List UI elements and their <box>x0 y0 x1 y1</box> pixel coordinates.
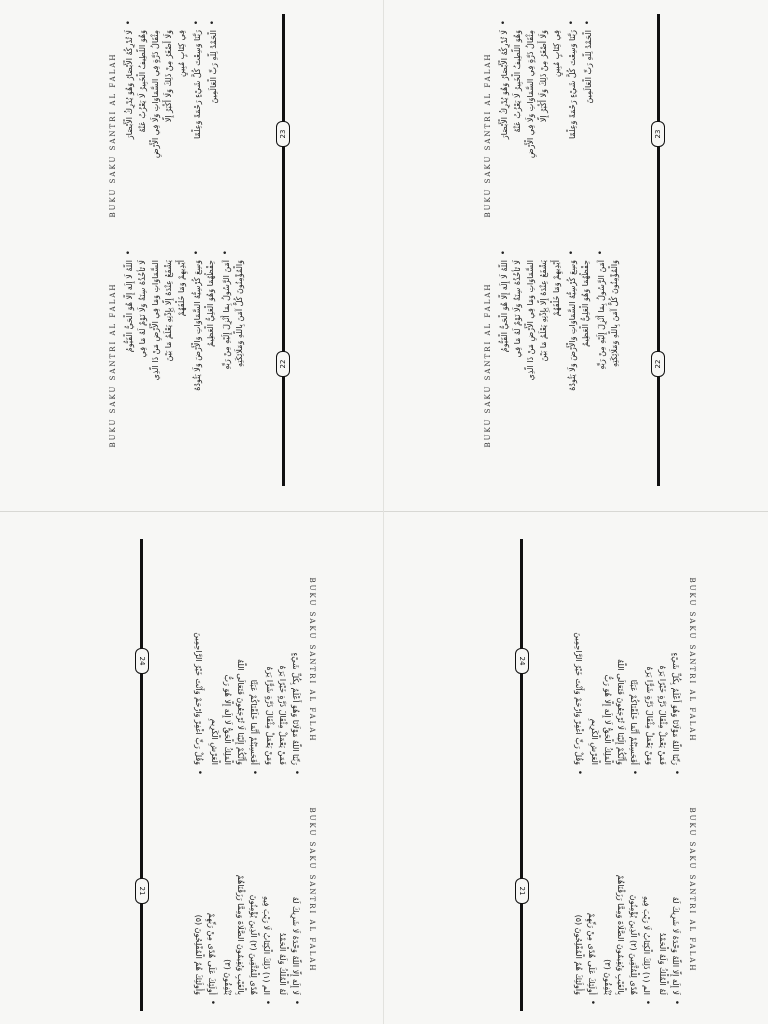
page-panel-23-top-right <box>480 10 670 260</box>
arabic-text-line: فِي كِتَابٍ مُبِينٍ <box>177 30 186 77</box>
arabic-text-line: لَا تَأْخُذُهُ سِنَةٌ وَلَا نَوْمٌ لَهُ مَا فِي <box>513 260 522 358</box>
bullet-item <box>220 250 246 480</box>
bullet-item <box>588 545 640 775</box>
bullet-item <box>566 20 579 250</box>
arabic-text-line: • رَبَّنَا وَسِعْتَ كُلَّ شَيْءٍ رَحْمَةً وَعِلْمًا <box>568 30 577 140</box>
bullet-item <box>192 545 205 775</box>
arabic-text-line: فَمَنْ يَعْمَلْ مِثْقَالَ ذَرَّةٍ خَيْرًا يَرَهُ <box>658 665 667 765</box>
page-body <box>498 20 638 250</box>
arabic-text-line: • لَا إِلَهَ إِلَّا اللَّهُ وَحْدَهُ لَا شَرِيكَ لَهُ <box>291 896 300 995</box>
page-panel-21-bottom-left <box>130 765 320 1015</box>
bullet-item <box>192 775 218 1005</box>
arabic-text-line: • اللَّهُ لَا إِلَهَ إِلَّا هُوَ الْحَيُّ الْقَيُّومُ <box>500 260 509 353</box>
arabic-text-line: وَهُوَ اللَّطِيفُ الْخَبِيرُ لَا يَعْزُبُ عَنْهُ <box>513 30 522 133</box>
bullet-item <box>123 20 188 250</box>
page <box>105 10 295 260</box>
arabic-text-line: لَهُ الْمُلْكُ وَلَهُ الْحَمْدُ <box>658 932 667 995</box>
page-header: BUKU SAKU SANTRI AL FALAH <box>308 807 316 973</box>
page <box>510 535 700 785</box>
arabic-text-line: الْمَلِكُ الْحَقُّ لَا إِلَهَ إِلَّا هُوَ رَبُّ <box>223 674 232 765</box>
arabic-text-line: وَالْمُؤْمِنُونَ كُلٌّ آمَنَ بِاللَّهِ وَمَلَائِكَتِهِ <box>235 260 244 367</box>
arabic-text-line: • اللَّهُ لَا إِلَهَ إِلَّا هُوَ الْحَيُّ الْقَيُّومُ <box>125 260 134 353</box>
bullet-item <box>498 250 563 480</box>
arabic-text-line: • آمَنَ الرَّسُولُ بِمَا أُنْزِلَ إِلَيْهِ مِنْ رَبِّهِ <box>597 260 606 370</box>
arabic-text-line: حِفْظُهُمَا وَهُوَ الْعَلِيُّ الْعَظِيمُ <box>206 260 215 347</box>
arabic-text-line: • رَبِّنَا اللَّهُ مَوْلَانَا وَهُوَ أَعْلَمُ بِكُلِّ شَيْءٍ <box>671 652 680 765</box>
page-body <box>542 775 682 1005</box>
page <box>510 765 700 1015</box>
arabic-text-line: السَّمَاوَاتِ وَمَا فِي الْأَرْضِ مَنْ ذَا الَّذِي <box>151 260 160 381</box>
page <box>130 535 320 785</box>
page-panel-21-bottom-right <box>510 765 700 1015</box>
arabic-text-line: وَالْمُؤْمِنُونَ كُلٌّ آمَنَ بِاللَّهِ وَمَلَائِكَتِهِ <box>610 260 619 367</box>
arabic-text-line: يَشْفَعُ عِنْدَهُ إِلَّا بِإِذْنِهِ يَعْلَمُ مَا بَيْنَ <box>539 260 548 362</box>
arabic-text-line: • أَفَحَسِبْتُمْ أَنَّمَا خَلَقْنَاكُمْ عَبَثًا <box>249 679 258 765</box>
page-panel-22-top-right <box>480 240 670 490</box>
arabic-text-line: فِي كِتَابٍ مُبِينٍ <box>552 30 561 77</box>
page-body <box>123 250 263 480</box>
bullet-item <box>582 20 595 250</box>
arabic-text-line: وَمَنْ يَعْمَلْ مِثْقَالَ ذَرَّةٍ شَرًّا يَرَهُ <box>265 666 274 765</box>
fold-line-horizontal <box>0 511 768 512</box>
page-panel-24-bottom-left <box>130 535 320 785</box>
page-body <box>162 775 302 1005</box>
bullet-item <box>498 20 563 250</box>
arabic-text-line: مِثْقَالُ ذَرَّةٍ فِي السَّمَاوَاتِ وَلَا فِي الْأَرْضِ <box>526 30 535 159</box>
page-number: 21 <box>135 878 149 904</box>
arabic-text-line: أَيْدِيهِمْ وَمَا خَلْفَهُمْ <box>552 260 561 317</box>
page-panel-24-bottom-right <box>510 535 700 785</box>
page-header: BUKU SAKU SANTRI AL FALAH <box>484 282 492 448</box>
page-header: BUKU SAKU SANTRI AL FALAH <box>688 577 696 743</box>
bullet-item <box>207 20 220 250</box>
page-header: BUKU SAKU SANTRI AL FALAH <box>109 52 117 218</box>
page-number: 21 <box>515 878 529 904</box>
bullet-item <box>595 250 621 480</box>
bullet-item <box>221 775 273 1005</box>
page-body <box>498 250 638 480</box>
page <box>480 240 670 490</box>
bullet-item <box>572 775 598 1005</box>
arabic-text-line: وَهُوَ اللَّطِيفُ الْخَبِيرُ لَا يَعْزُبُ عَنْهُ <box>138 30 147 133</box>
arabic-text-line: • أُولَئِكَ عَلَى هُدًى مِنْ رَبِّهِمْ <box>587 912 596 995</box>
arabic-text-line: حِفْظُهُمَا وَهُوَ الْعَلِيُّ الْعَظِيمُ <box>581 260 590 347</box>
arabic-text-line: فَمَنْ يَعْمَلْ مِثْقَالَ ذَرَّةٍ خَيْرًا يَرَهُ <box>278 665 287 765</box>
page-number: 24 <box>515 648 529 674</box>
page-number: 24 <box>135 648 149 674</box>
arabic-text-line: • وَسِعَ كُرْسِيُّهُ السَّمَاوَاتِ وَالْأَرْضَ وَلَا يَئُودُهُ <box>193 260 202 391</box>
page-body <box>162 545 302 775</box>
arabic-text-line: وَلَا أَصْغَرُ مِنْ ذَلِكَ وَلَا أَكْبَرُ إِلَّا <box>164 30 173 123</box>
page-header: BUKU SAKU SANTRI AL FALAH <box>109 282 117 448</box>
arabic-text-line: أَيْدِيهِمْ وَمَا خَلْفَهُمْ <box>177 260 186 317</box>
arabic-text-line: يُنْفِقُونَ (٣) <box>603 959 612 995</box>
bullet-item <box>656 775 682 1005</box>
arabic-text-line: • أُولَئِكَ عَلَى هُدًى مِنْ رَبِّهِمْ <box>207 912 216 995</box>
arabic-text-line: مِثْقَالُ ذَرَّةٍ فِي السَّمَاوَاتِ وَلَا فِي الْأَرْضِ <box>151 30 160 159</box>
page-panel-23-top-left <box>105 10 295 260</box>
arabic-text-line: هُدًى لِلْمُتَّقِينَ (٢) الَّذِينَ يُؤْمِنُونَ <box>629 894 638 995</box>
arabic-text-line: لَهُ الْمُلْكُ وَلَهُ الْحَمْدُ <box>278 932 287 995</box>
bullet-item <box>572 545 585 775</box>
bullet-item <box>566 250 592 480</box>
page <box>105 240 295 490</box>
page-number: 23 <box>276 121 290 147</box>
page-panel-22-top-left <box>105 240 295 490</box>
arabic-text-line: • لَا تُدْرِكُهُ الْأَبْصَارُ وَهُوَ يُدْرِكُ الْأَبْصَارَ <box>125 30 134 140</box>
bullet-item <box>191 20 204 250</box>
arabic-text-line: • رَبِّنَا اللَّهُ مَوْلَانَا وَهُوَ أَعْلَمُ بِكُلِّ شَيْءٍ <box>291 652 300 765</box>
bullet-item <box>263 545 302 775</box>
arabic-text-line: • لَا إِلَهَ إِلَّا اللَّهُ وَحْدَهُ لَا شَرِيكَ لَهُ <box>671 896 680 995</box>
arabic-text-line: • الم (١) ذَلِكَ الْكِتَابُ لَا رَيْبَ فِيهِ <box>262 895 271 995</box>
bullet-item <box>601 775 653 1005</box>
arabic-text-line: وَأُولَئِكَ هُمُ الْمُفْلِحُونَ (٥) <box>194 914 203 995</box>
arabic-text-line: الْمَلِكُ الْحَقُّ لَا إِلَهَ إِلَّا هُوَ رَبُّ <box>603 674 612 765</box>
fold-line-vertical <box>383 0 384 1024</box>
arabic-text-line: • الْحَمْدُ لِلَّهِ رَبِّ الْعَالَمِينَ <box>209 30 218 104</box>
arabic-text-line: • وَقُلْ رَبِّ اغْفِرْ وَارْحَمْ وَأَنْتَ خَيْرُ الرَّاحِمِينَ <box>574 632 583 765</box>
bullet-item <box>276 775 302 1005</box>
arabic-text-line: وَأُولَئِكَ هُمُ الْمُفْلِحُونَ (٥) <box>574 914 583 995</box>
page-number: 22 <box>651 351 665 377</box>
page <box>130 765 320 1015</box>
page-header: BUKU SAKU SANTRI AL FALAH <box>688 807 696 973</box>
arabic-text-line: وَمَنْ يَعْمَلْ مِثْقَالَ ذَرَّةٍ شَرًّا يَرَهُ <box>645 666 654 765</box>
page-header: BUKU SAKU SANTRI AL FALAH <box>484 52 492 218</box>
arabic-text-line: وَأَنَّكُمْ إِلَيْنَا لَا تُرْجَعُونَ فَتَعَالَى اللَّهُ <box>236 659 245 765</box>
arabic-text-line: وَلَا أَصْغَرُ مِنْ ذَلِكَ وَلَا أَكْبَرُ إِلَّا <box>539 30 548 123</box>
arabic-text-line: لَا تَأْخُذُهُ سِنَةٌ وَلَا نَوْمٌ لَهُ مَا فِي <box>138 260 147 358</box>
arabic-text-line: • وَسِعَ كُرْسِيُّهُ السَّمَاوَاتِ وَالْأَرْضَ وَلَا يَئُودُهُ <box>568 260 577 391</box>
arabic-text-line: • وَقُلْ رَبِّ اغْفِرْ وَارْحَمْ وَأَنْتَ خَيْرُ الرَّاحِمِينَ <box>194 632 203 765</box>
bullet-item <box>191 250 217 480</box>
arabic-text-line: • آمَنَ الرَّسُولُ بِمَا أُنْزِلَ إِلَيْهِ مِنْ رَبِّهِ <box>222 260 231 370</box>
page-header: BUKU SAKU SANTRI AL FALAH <box>308 577 316 743</box>
arabic-text-line: بِالْغَيْبِ وَيُقِيمُونَ الصَّلَاةَ وَمِمَّا رَزَقْنَاهُمْ <box>616 874 625 995</box>
arabic-text-line: السَّمَاوَاتِ وَمَا فِي الْأَرْضِ مَنْ ذَا الَّذِي <box>526 260 535 381</box>
arabic-text-line: يُنْفِقُونَ (٣) <box>223 959 232 995</box>
bullet-item <box>643 545 682 775</box>
page <box>480 10 670 260</box>
arabic-text-line: هُدًى لِلْمُتَّقِينَ (٢) الَّذِينَ يُؤْمِنُونَ <box>249 894 258 995</box>
arabic-text-line: • لَا تُدْرِكُهُ الْأَبْصَارُ وَهُوَ يُدْرِكُ الْأَبْصَارَ <box>500 30 509 140</box>
page-body <box>542 545 682 775</box>
arabic-text-line: بِالْغَيْبِ وَيُقِيمُونَ الصَّلَاةَ وَمِمَّا رَزَقْنَاهُمْ <box>236 874 245 995</box>
arabic-text-line: يَشْفَعُ عِنْدَهُ إِلَّا بِإِذْنِهِ يَعْلَمُ مَا بَيْنَ <box>164 260 173 362</box>
arabic-text-line: • رَبَّنَا وَسِعْتَ كُلَّ شَيْءٍ رَحْمَةً وَعِلْمًا <box>193 30 202 140</box>
arabic-text-line: وَأَنَّكُمْ إِلَيْنَا لَا تُرْجَعُونَ فَتَعَالَى اللَّهُ <box>616 659 625 765</box>
arabic-text-line: الْعَرْشِ الْكَرِيمِ <box>590 718 599 765</box>
page-number: 23 <box>651 121 665 147</box>
arabic-text-line: • الم (١) ذَلِكَ الْكِتَابُ لَا رَيْبَ فِيهِ <box>642 895 651 995</box>
arabic-text-line: • أَفَحَسِبْتُمْ أَنَّمَا خَلَقْنَاكُمْ عَبَثًا <box>629 679 638 765</box>
bullet-item <box>123 250 188 480</box>
bullet-item <box>208 545 260 775</box>
page-body <box>123 20 263 250</box>
page-number: 22 <box>276 351 290 377</box>
arabic-text-line: الْعَرْشِ الْكَرِيمِ <box>210 718 219 765</box>
arabic-text-line: • الْحَمْدُ لِلَّهِ رَبِّ الْعَالَمِينَ <box>584 30 593 104</box>
